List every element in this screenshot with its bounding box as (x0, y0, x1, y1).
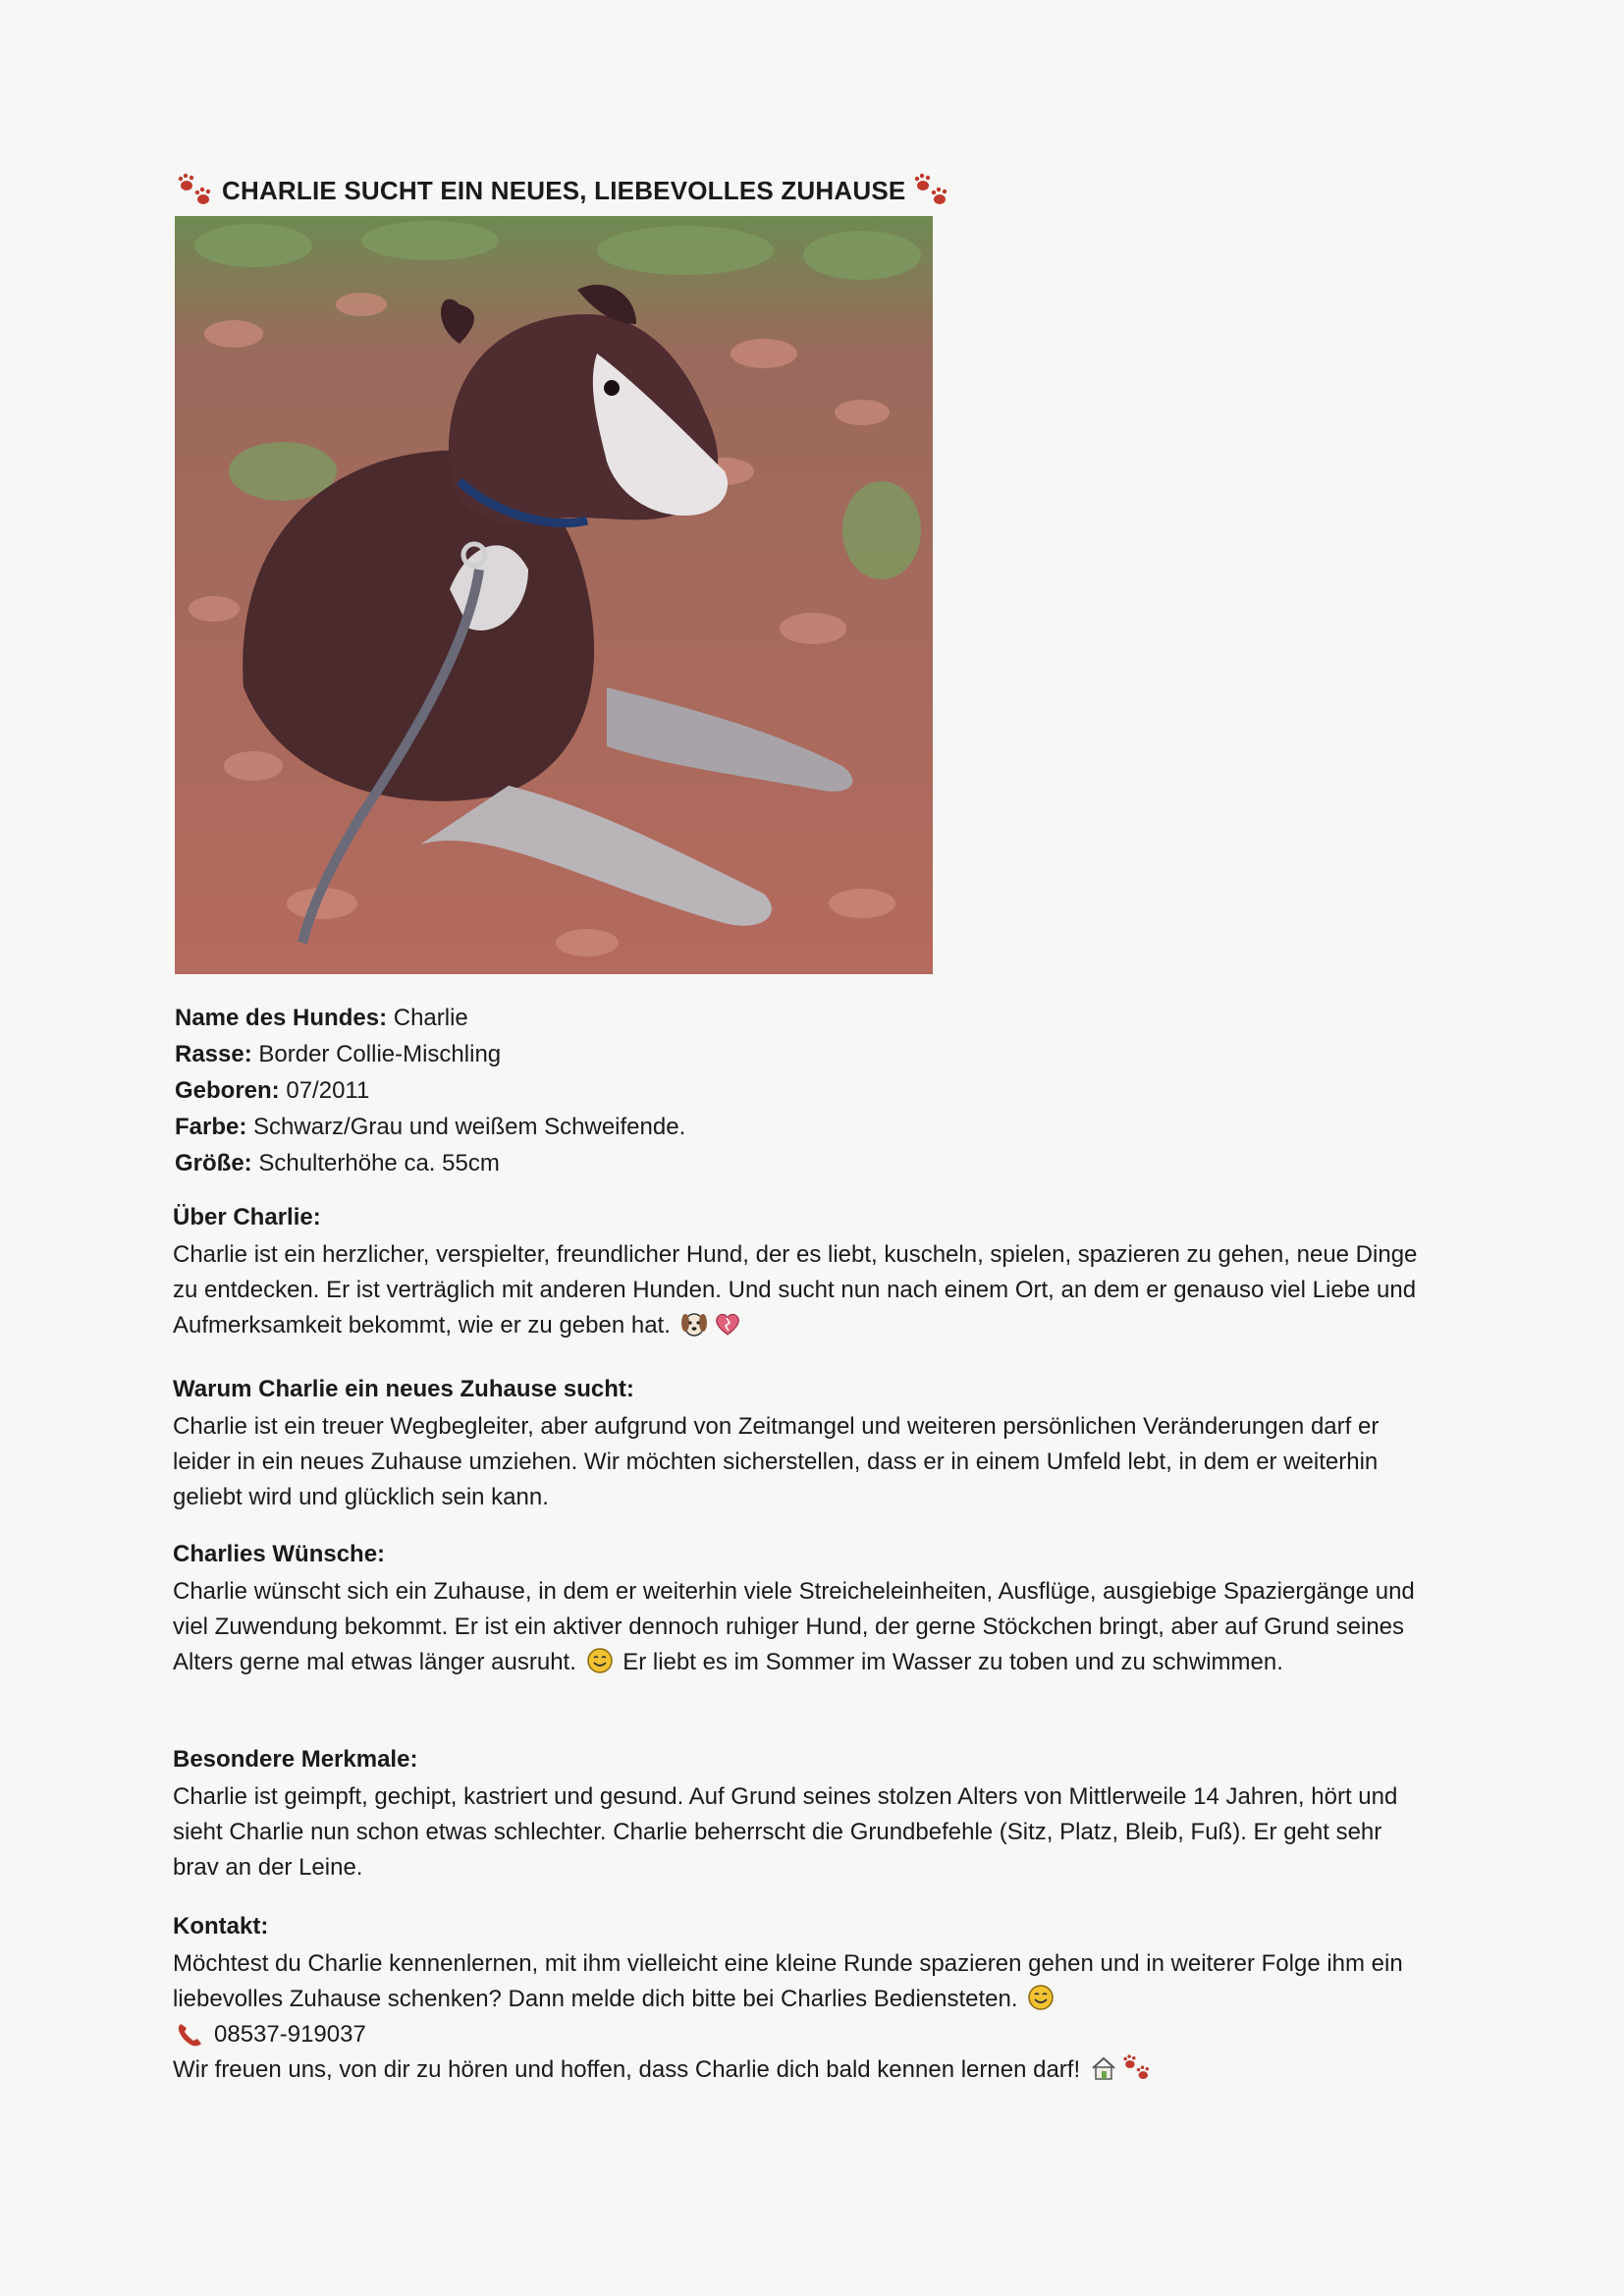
dog-photo-illustration (175, 216, 933, 974)
features-heading: Besondere Merkmale: (173, 1746, 418, 1773)
dog-facts (175, 1000, 685, 1181)
why-text: Charlie ist ein treuer Wegbegleiter, aber aufgrund von Zeitmangel und weiteren persönlichen Veränderungen darf er leider in ein neues Zuhause umziehen. Wir möchten sicherstellen, dass er in einem Umfeld lebt, in dem er weiterhin geliebt wird und glücklich sein kann. (173, 1413, 1380, 1510)
house-icon (1089, 2053, 1118, 2083)
about-section (173, 1198, 1420, 1343)
fact-row (175, 1072, 685, 1109)
fact-row (175, 1000, 685, 1036)
phone-number[interactable]: 08537-919037 (214, 2021, 366, 2048)
fact-label: Farbe: (175, 1114, 247, 1140)
about-text: Charlie ist ein herzlicher, verspielter, freundlicher Hund, der es liebt, kuscheln, spielen, spazieren zu gehen, neue Dinge zu entdecken. Er ist verträglich mit anderen Hunden. Und sucht nun nach einem Ort, an dem er genauso viel Liebe und Aufmerksamkeit bekommt, wie er zu geben hat. (173, 1241, 1418, 1339)
wishes-section (173, 1535, 1420, 1680)
closing-text: Wir freuen uns, von dir zu hören und hoffen, dass Charlie dich bald kennen lernen darf! (173, 2052, 1420, 2088)
phone-line (173, 2017, 1420, 2052)
about-heading: Über Charlie: (173, 1204, 321, 1230)
fact-row (175, 1145, 685, 1181)
fact-label: Geboren: (175, 1077, 280, 1104)
fact-value: Border Collie-Mischling (258, 1041, 502, 1067)
contact-heading: Kontakt: (173, 1913, 269, 1940)
wishes-text: Charlie wünscht sich ein Zuhause, in dem er weiterhin viele Streicheleinheiten, Ausflüge, ausgiebige Spaziergänge und viel Zuwendung bekommt. Er ist ein aktiver dennoch ruhiger Hund, der gerne Stöckchen bringt, aber auf Grund seines Alters gerne mal etwas länger ausruht. Er liebt es im Sommer im Wasser zu toben und zu schwimmen. (173, 1578, 1415, 1675)
heart-icon (713, 1309, 742, 1339)
contact-section (173, 1907, 1420, 2088)
paw-prints-icon (1122, 2053, 1152, 2083)
why-heading: Warum Charlie ein neues Zuhause sucht: (173, 1376, 634, 1402)
smiley-icon (585, 1646, 615, 1675)
dog-photo (175, 216, 933, 974)
title-text: CHARLIE SUCHT EIN NEUES, LIEBEVOLLES ZUHAUSE (222, 175, 906, 205)
fact-label: Name des Hundes: (175, 1005, 388, 1031)
flyer-title (177, 173, 950, 208)
phone-icon (175, 2020, 204, 2050)
wishes-heading: Charlies Wünsche: (173, 1541, 386, 1567)
fact-value: Schwarz/Grau und weißem Schweifende. (253, 1114, 686, 1140)
contact-text: Möchtest du Charlie kennenlernen, mit ihm vielleicht eine kleine Runde spazieren gehen und in weiterer Folge ihm ein liebevolles Zuhause schenken? Dann melde dich bitte bei Charlies Bediensteten. (173, 1950, 1403, 2012)
paw-prints-icon (177, 173, 214, 208)
fact-row (175, 1109, 685, 1145)
fact-value: Charlie (393, 1005, 468, 1031)
why-section (173, 1370, 1420, 1515)
paw-prints-icon (913, 173, 950, 208)
fact-value: Schulterhöhe ca. 55cm (258, 1150, 500, 1176)
dog-face-icon (679, 1309, 709, 1339)
smiley-icon (1026, 1983, 1056, 2012)
fact-row (175, 1036, 685, 1072)
fact-label: Größe: (175, 1150, 252, 1176)
fact-value: 07/2011 (286, 1077, 370, 1104)
features-section (173, 1740, 1420, 1886)
fact-label: Rasse: (175, 1041, 252, 1067)
features-text: Charlie ist geimpft, gechipt, kastriert und gesund. Auf Grund seines stolzen Alters von Mittlerweile 14 Jahren, hört und sieht Charlie nun schon etwas schlechter. Charlie beherrscht die Grundbefehle (Sitz, Platz, Bleib, Fuß). Er geht sehr brav an der Leine. (173, 1783, 1398, 1881)
